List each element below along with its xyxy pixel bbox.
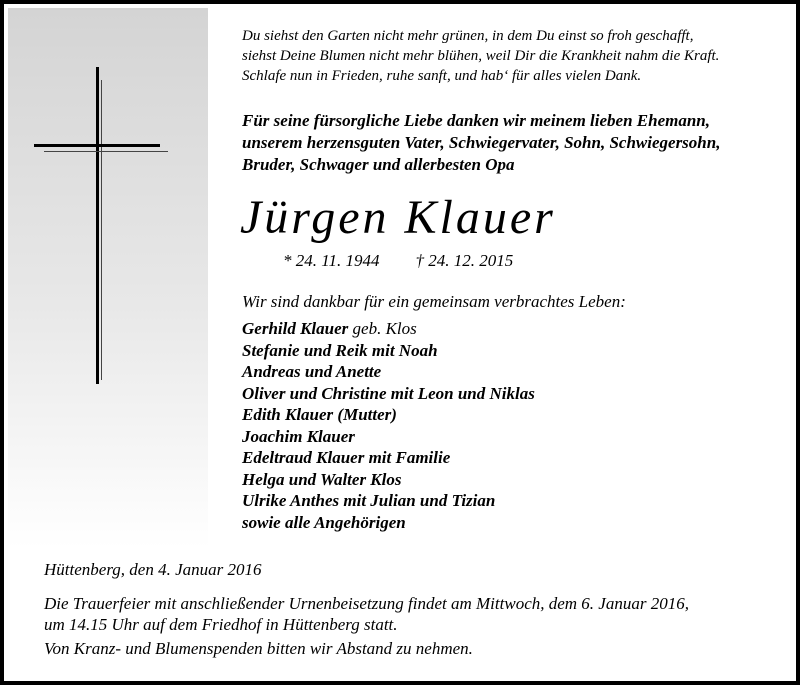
birth-date: * 24. 11. 1944 (283, 251, 380, 270)
poem-line: siehst Deine Blumen nicht mehr blühen, weil Dir die Krankheit nahm die Kraft. (242, 48, 720, 64)
spouse-name: Gerhild Klauer (242, 319, 349, 338)
flowers-note: Von Kranz- und Blumenspenden bitten wir Abstand zu nehmen. (44, 639, 473, 658)
ceremony-line: um 14.15 Uhr auf dem Friedhof in Hüttenberg statt. (44, 615, 398, 634)
mourners-list (242, 318, 535, 533)
mourner-item: Stefanie und Reik mit Noah (242, 340, 438, 360)
mourner-item: Joachim Klauer (242, 426, 355, 446)
mourner-item: sowie alle Angehörigen (242, 512, 406, 532)
grateful-line: Wir sind dankbar für ein gemeinsam verbrachtes Leben: (242, 292, 626, 311)
cross-vertical-shadow (101, 80, 102, 380)
deceased-name: Jürgen Klauer (240, 191, 556, 244)
mourner-spouse (242, 318, 535, 340)
life-dates (283, 250, 513, 272)
cross-horizontal-bar (34, 144, 160, 147)
poem (242, 26, 782, 86)
mourner-item: Andreas und Anette (242, 362, 382, 381)
thanks-line: Bruder, Schwager und allerbesten Opa (242, 155, 515, 174)
mourner-item: Edith Klauer (Mutter) (242, 405, 397, 424)
poem-line: Du siehst den Garten nicht mehr grünen, in dem Du einst so froh geschafft, (242, 28, 694, 44)
thanks-text (242, 110, 782, 176)
ceremony-line: Die Trauerfeier mit anschließender Urnenbeisetzung findet am Mittwoch, dem 6. Januar 2016, (44, 594, 689, 613)
mourner-item: Edeltraud Klauer mit Familie (242, 448, 451, 467)
poem-line: Schlafe nun in Frieden, ruhe sanft, und hab‘ für alles vielen Dank. (242, 68, 642, 84)
thanks-line: unserem herzensguten Vater, Schwiegervater, Sohn, Schwiegersohn, (242, 133, 721, 152)
mourner-item: Oliver und Christine mit Leon und Niklas (242, 383, 535, 403)
death-date: † 24. 12. 2015 (415, 251, 514, 270)
grey-side-panel (8, 8, 208, 548)
cross-vertical-bar (96, 67, 99, 384)
cross-horizontal-shadow (44, 151, 168, 152)
mourner-item: Helga und Walter Klos (242, 469, 402, 489)
spouse-maiden-name: geb. Klos (352, 319, 417, 338)
place-and-date: Hüttenberg, den 4. Januar 2016 (44, 560, 262, 579)
thanks-line: Für seine fürsorgliche Liebe danken wir meinem lieben Ehemann, (242, 111, 711, 130)
ceremony-info (44, 593, 689, 635)
mourner-item: Ulrike Anthes mit Julian und Tizian (242, 491, 496, 510)
